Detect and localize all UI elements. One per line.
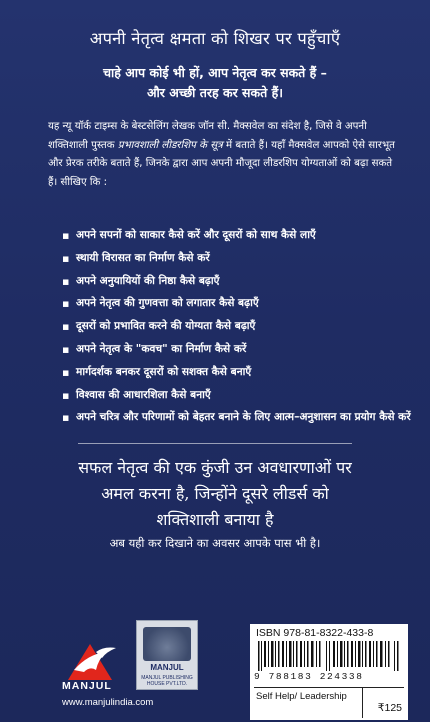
pull-quote [0, 455, 430, 533]
barcode-label [250, 624, 408, 720]
benefits-list [62, 228, 412, 433]
list-item: ▪ अपने नेतृत्व की गुणवत्ता को लगातार कैसे बढ़ाएँ [62, 296, 412, 311]
closing-line: अब यही कर दिखाने का अवसर आपके पास भी है। [109, 536, 321, 550]
quote-line-3: शक्तिशाली बनाया है [156, 510, 274, 529]
barcode-digits: 9 788183 224338 [254, 671, 364, 682]
list-item: ▪ विश्वास की आधारशिला कैसे बनाएँ [62, 388, 412, 403]
publisher-name: MANJUL [62, 680, 112, 692]
seal-name: MANJUL [150, 663, 184, 672]
quote-line-1: सफल नेतृत्व की एक कुंजी उन अवधारणाओं पर [78, 458, 352, 477]
barcode-icon [256, 641, 402, 671]
intro-text-1: यह न्यू यॉर्क टाइम्स के बेस्टसेलिंग लेखक जॉन सी. मैक्सवेल का संदेश है, जिसे वे अपनी शक्तिशाली पुस्तक [48, 121, 367, 151]
category-price-row [254, 687, 404, 718]
list-item: ▪ मार्गदर्शक बनकर दूसरों को सशक्त कैसे बनाएँ [62, 365, 412, 380]
list-item: ▪ अपने चरित्र और परिणामों को बेहतर बनाने के लिए आत्म–अनुशासन का प्रयोग कैसे करें [62, 410, 412, 425]
seal-subtext: MANJUL PUBLISHING HOUSE PVT.LTD. [141, 675, 193, 687]
list-item: ▪ अपने सपनों को साकार कैसे करें और दूसरों को साथ कैसे लाएँ [62, 228, 412, 243]
category-label: Self Help/ Leadership [256, 691, 347, 702]
headline: अपनी नेतृत्व क्षमता को शिखर पर पहुँचाएँ [89, 29, 341, 48]
price: ₹125 [377, 702, 402, 714]
list-item: ▪ स्थायी विरासत का निर्माण कैसे करें [62, 251, 412, 266]
isbn: ISBN 978-81-8322-433-8 [256, 627, 374, 639]
intro-paragraph [48, 118, 400, 192]
intro-text-2: में बताते हैं। यहाँ मैक्सवेल आपको ऐसे सारभूत और प्रेरक तरीके बताते हैं, जिनके द्वारा आप अपनी मौजूदा लीडरशिप योग्यताओं को बढ़ा सकते हैं। सीखिए कि : [48, 139, 395, 188]
list-item: ▪ अपने अनुयायियों की निष्ठा कैसे बढ़ाएँ [62, 274, 412, 289]
publisher-website: www.manjulindia.com [62, 697, 154, 708]
seal-emblem-icon [143, 627, 191, 661]
subheading [0, 63, 430, 103]
quote-line-2: अमल करना है, जिन्होंने दूसरे लीडर्स को [101, 484, 329, 503]
book-title: प्रभावशाली लीडरशिप के सूत्र [117, 139, 223, 151]
subheading-line-1: चाहे आप कोई भी हों, आप नेतृत्व कर सकते हैं – [103, 65, 327, 80]
list-item: ▪ अपने नेतृत्व के "कवच" का निर्माण कैसे करें [62, 342, 412, 357]
publisher-logo-icon [60, 640, 124, 682]
subheading-line-2: और अच्छी तरह कर सकते हैं। [147, 85, 283, 100]
divider [78, 443, 352, 444]
list-item: ▪ दूसरों को प्रभावित करने की योग्यता कैसे बढ़ाएँ [62, 319, 412, 334]
publisher-seal [136, 620, 198, 690]
row-separator [362, 688, 363, 718]
